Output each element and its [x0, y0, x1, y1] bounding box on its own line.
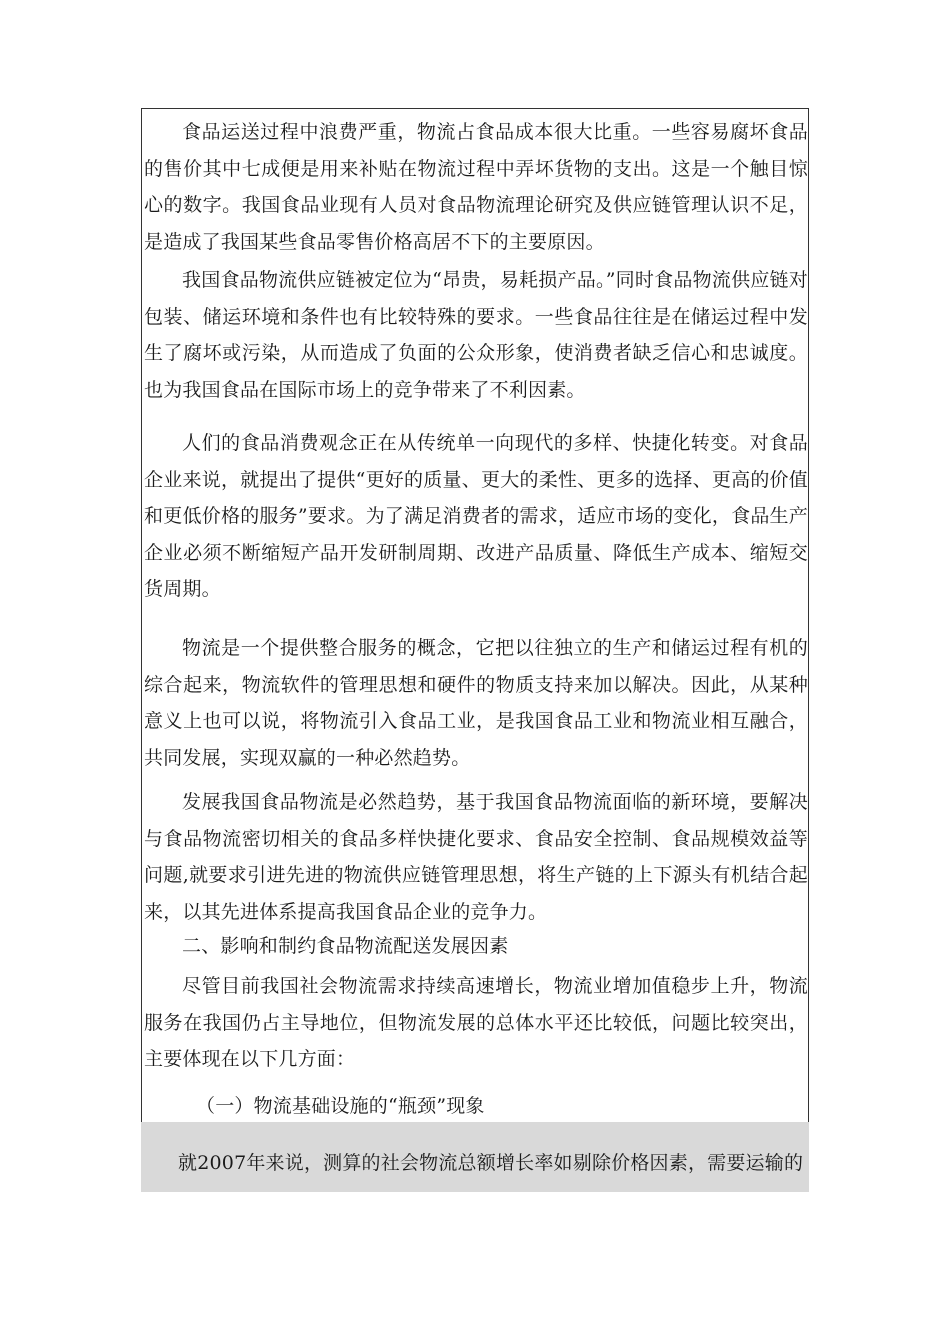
paragraph-1 [144, 114, 808, 260]
paragraph-3 [144, 425, 808, 608]
subheading [144, 1088, 808, 1125]
paragraph-text: 物流是一个提供整合服务的概念，它把以往独立的生产和储运过程有机的综合起来，物流软件的管理思想和硬件的物质支持来加以解决。因此，从某种意义上也可以说，将物流引入食品工业，是我国食品工业和物流业相互融合，共同发展，实现双赢的一种必然趋势。 [144, 637, 808, 769]
paragraph-4 [144, 630, 808, 776]
section-heading-text: 二、影响和制约食品物流配送发展因素 [182, 935, 509, 957]
paragraph-5 [144, 784, 808, 930]
paragraph-text: 发展我国食品物流是必然趋势，基于我国食品物流面临的新环境，要解决与食品物流密切相关的食品多样快捷化要求、食品安全控制、食品规模效益等问题,就要求引进先进的物流供应链管理思想，将生产链的上下源头有机结合起来，以其先进体系提高我国食品企业的竞争力。 [144, 791, 808, 923]
paragraph-text: 食品运送过程中浪费严重，物流占食品成本很大比重。一些容易腐坏食品的售价其中七成便是用来补贴在物流过程中弄坏货物的支出。这是一个触目惊心的数字。我国食品业现有人员对食品物流理论研究及供应链管理认识不足，是造成了我国某些食品零售价格高居不下的主要原因。 [144, 121, 808, 253]
last-paragraph [144, 1145, 808, 1182]
paragraph-text: 我国食品物流供应链被定位为“昂贵，易耗损产品。”同时食品物流供应链对包装、储运环境和条件也有比较特殊的要求。一些食品往往是在储运过程中发生了腐坏或污染，从而造成了负面的公众形象，使消费者缺乏信心和忠诚度。也为我国食品在国际市场上的竞争带来了不利因素。 [144, 269, 808, 401]
section-paragraph [144, 968, 808, 1078]
section-heading [144, 928, 808, 965]
paragraph-text: 尽管目前我国社会物流需求持续高速增长，物流业增加值稳步上升，物流服务在我国仍占主导地位，但物流发展的总体水平还比较低，问题比较突出，主要体现在以下几方面： [144, 975, 808, 1070]
subheading-text: （一）物流基础设施的“瓶颈”现象 [196, 1095, 485, 1117]
paragraph-text: 就2007年来说，测算的社会物流总额增长率如剔除价格因素，需要运输的 [178, 1152, 804, 1174]
paragraph-2 [144, 262, 808, 408]
paragraph-text: 人们的食品消费观念正在从传统单一向现代的多样、快捷化转变。对食品企业来说，就提出了提供“更好的质量、更大的柔性、更多的选择、更高的价值和更低价格的服务”要求。为了满足消费者的需求，适应市场的变化，食品生产企业必须不断缩短产品开发研制周期、改进产品质量、降低生产成本、缩短交货周期。 [144, 432, 808, 600]
